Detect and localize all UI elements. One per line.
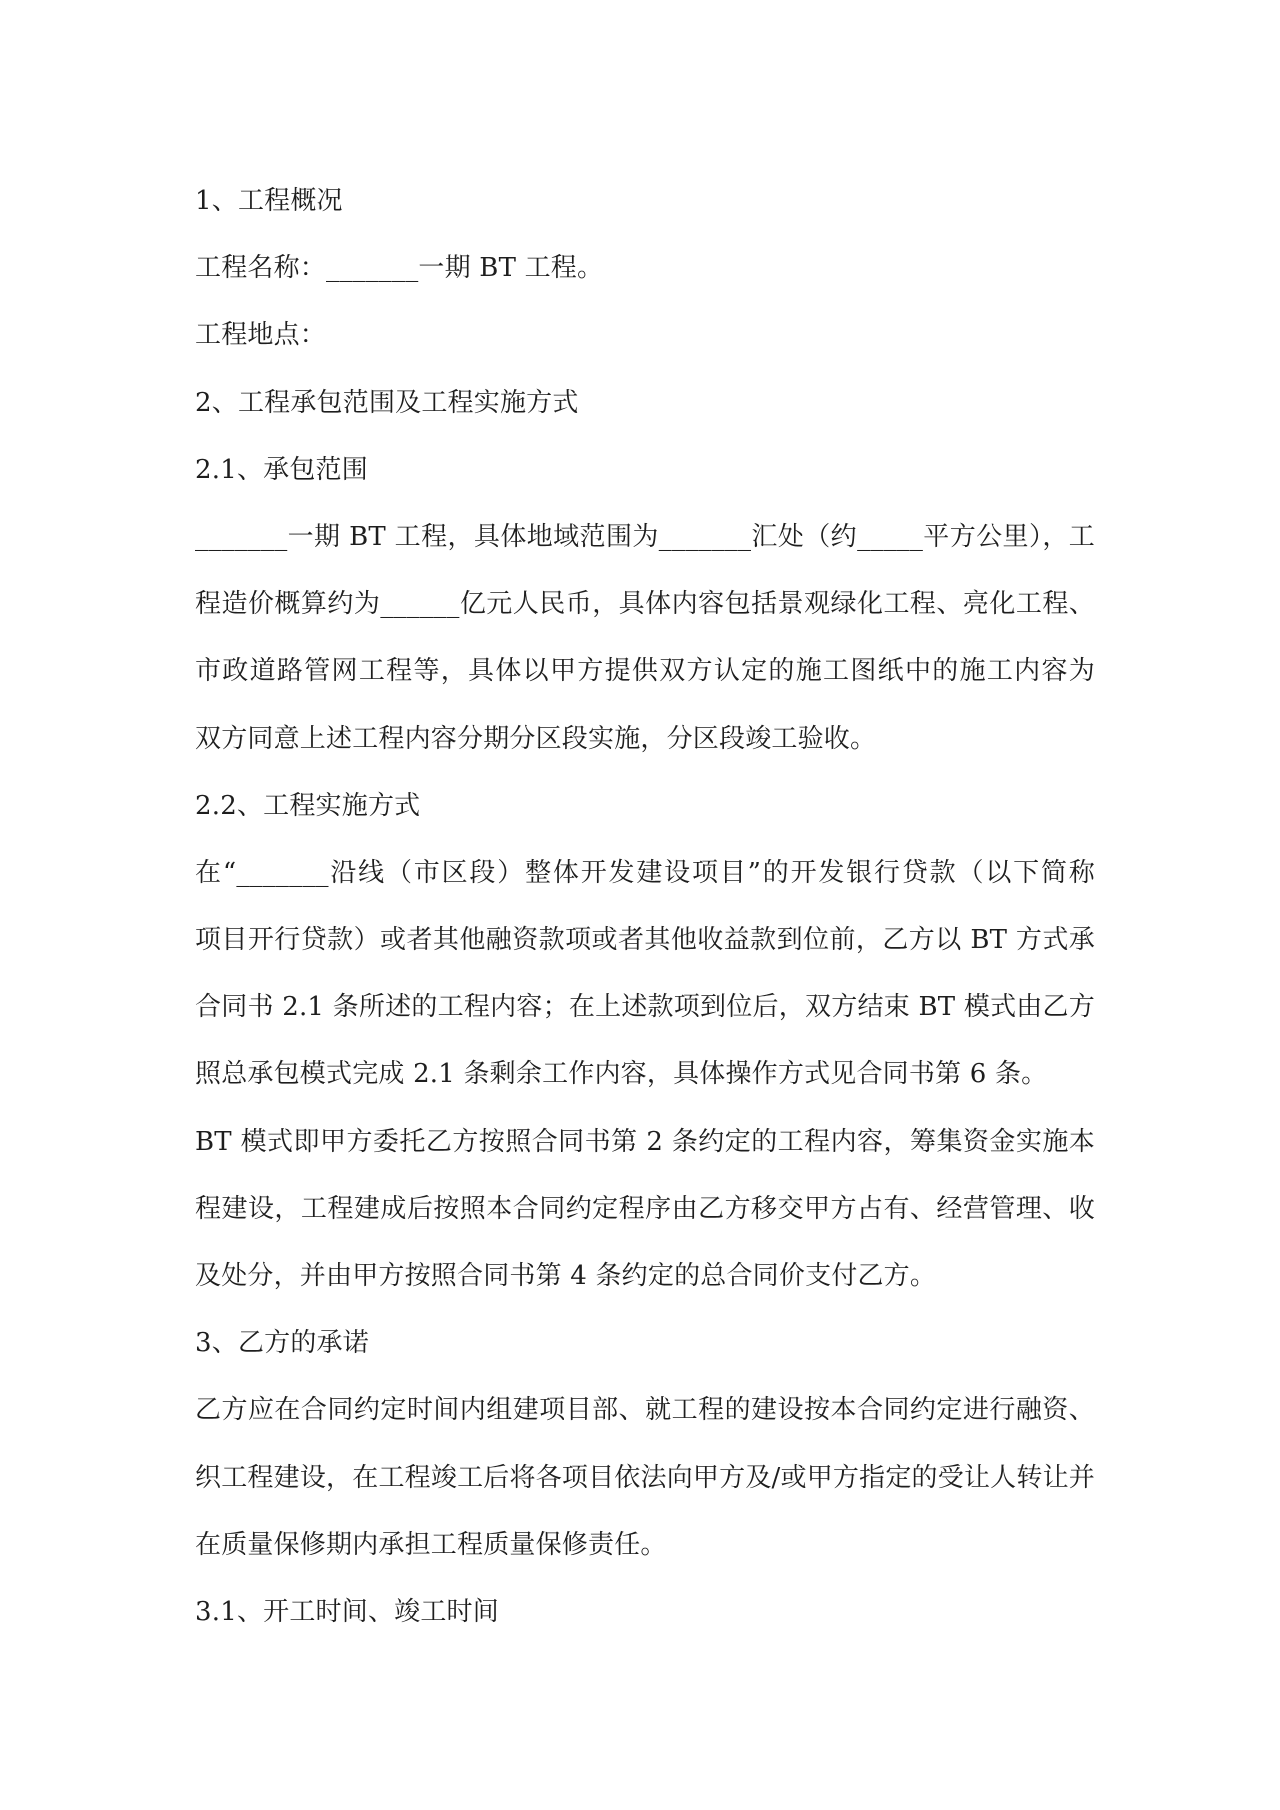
section-heading-2: 2、工程承包范围及工程实施方式 [195, 387, 579, 418]
project-name-line: 工程名称：_______一期 BT 工程。 [195, 253, 604, 284]
subsection-heading-2-1: 2.1、承包范围 [195, 454, 368, 485]
paragraph-line: _______一期 BT 工程，具体地域范围为_______汇处（约_____平方公里），工 [195, 521, 1095, 552]
paragraph-line: 在“_______沿线（市区段）整体开发建设项目”的开发银行贷款（以下简称 [195, 857, 1095, 888]
section-heading-3: 3、乙方的承诺 [195, 1328, 369, 1359]
paragraph-line: 双方同意上述工程内容分期分区段实施，分区段竣工验收。 [195, 723, 877, 754]
paragraph-line: 照总承包模式完成 2.1 条剩余工作内容，具体操作方式见合同书第 6 条。 [195, 1059, 1048, 1090]
paragraph-line: 程建设，工程建成后按照本合同约定程序由乙方移交甲方占有、经营管理、收 [195, 1193, 1095, 1224]
subsection-heading-2-2: 2.2、工程实施方式 [195, 790, 421, 821]
paragraph-line: 合同书 2.1 条所述的工程内容；在上述款项到位后，双方结束 BT 模式由乙方 [195, 992, 1095, 1023]
document-body [195, 168, 1095, 1646]
paragraph-line: 在质量保修期内承担工程质量保修责任。 [195, 1529, 667, 1560]
subsection-heading-3-1: 3.1、开工时间、竣工时间 [195, 1596, 499, 1627]
paragraph-line: 及处分，并由甲方按照合同书第 4 条约定的总合同价支付乙方。 [195, 1261, 937, 1291]
paragraph-line: 织工程建设，在工程竣工后将各项目依法向甲方及/或甲方指定的受让人转让并 [195, 1462, 1095, 1493]
project-location-line: 工程地点： [195, 320, 327, 351]
paragraph-line: BT 模式即甲方委托乙方按照合同书第 2 条约定的工程内容，筹集资金实施本 [195, 1126, 1095, 1157]
paragraph-line: 市政道路管网工程等，具体以甲方提供双方认定的施工图纸中的施工内容为 [195, 656, 1095, 687]
section-heading-1: 1、工程概况 [195, 186, 343, 216]
paragraph-line: 程造价概算约为______亿元人民币，具体内容包括景观绿化工程、亮化工程、 [195, 589, 1095, 620]
paragraph-line: 项目开行贷款）或者其他融资款项或者其他收益款到位前，乙方以 BT 方式承 [195, 925, 1095, 956]
paragraph-line: 乙方应在合同约定时间内组建项目部、就工程的建设按本合同约定进行融资、 [195, 1395, 1095, 1426]
